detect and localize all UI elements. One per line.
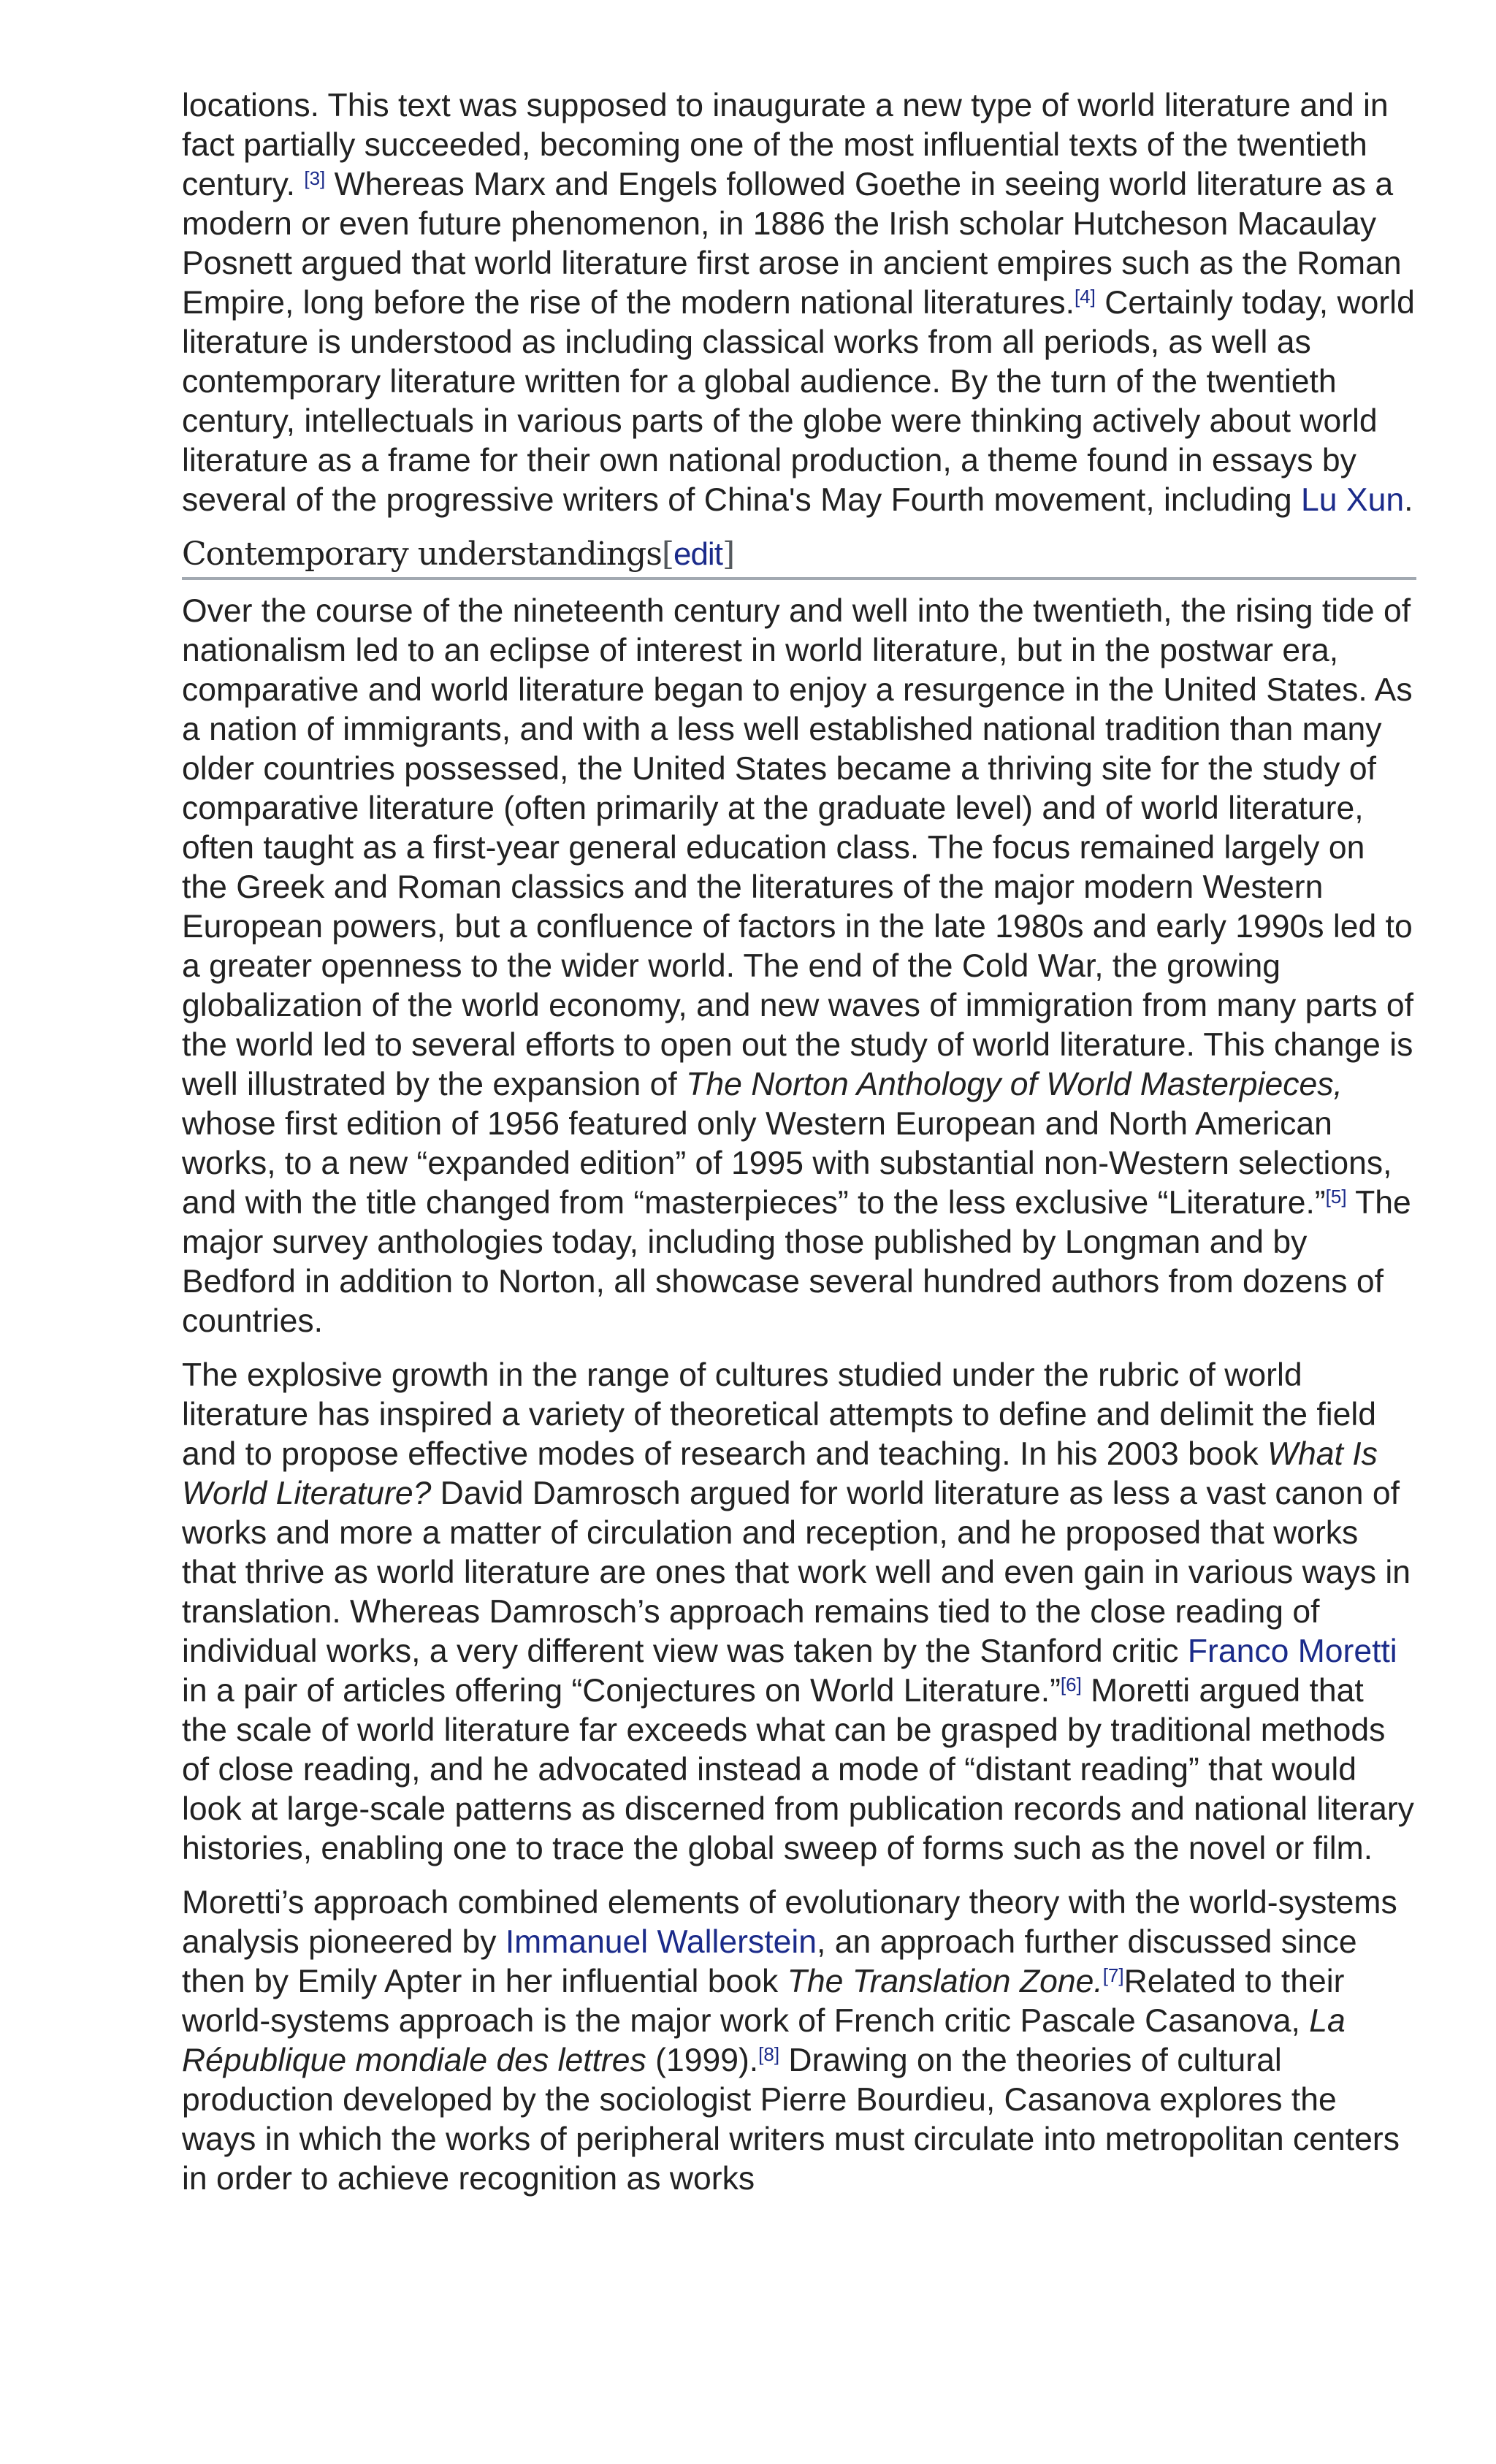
citation-7-link[interactable]: [7] (1102, 1964, 1124, 1987)
text: Over the course of the nineteenth century and well into the twentieth, the rising tide of nationalism led to an eclipse of interest in world literature, but in the postwar era, comparative and world literature began to enjoy a resurgence in the United States. As a nation of immigrants, and with a less well established national tradition than many older countries possessed, the United States became a thriving site for the study of comparative literature (often primarily at the graduate level) and of world literature, often taught as a first-year general education class. The focus remained largely on the Greek and Roman classics and the literatures of the major modern Western European powers, but a confluence of factors in the late 1980s and early 1990s led to a greater openness to the wider world. The end of the Cold War, the growing globalization of the world economy, and new waves of immigration from many parts of the world led to several efforts to open out the study of world literature. This change is well illustrated by the expansion of (182, 593, 1414, 1102)
citation-5-link[interactable]: [5] (1325, 1186, 1347, 1208)
edit-bracket-close: ] (722, 535, 735, 573)
franco-moretti-link[interactable]: Franco Moretti (1187, 1633, 1397, 1669)
section-heading-contemporary (182, 535, 1416, 580)
italic-title: The Translation Zone. (787, 1964, 1103, 1999)
text: (1999). (646, 2042, 759, 2078)
italic-title: La République mondiale des lettres (182, 2003, 1346, 2078)
text: , an approach further discussed since then by Emily Apter in her influential book (182, 1924, 1357, 1999)
paragraph-growth (182, 1356, 1416, 1869)
citation-6-link[interactable]: [6] (1060, 1674, 1082, 1696)
text: The explosive growth in the range of cultures studied under the rubric of world literature has inspired a variety of theoretical attempts to define and delimit the field and to propose effective modes of research and teaching. In his 2003 book (182, 1357, 1377, 1472)
citation-3-link[interactable]: [3] (304, 167, 326, 190)
text: The major survey anthologies today, including those published by Longman and by Bedford in addition to Norton, all showcase several hundred authors from dozens of countries. (182, 1185, 1411, 1339)
text: in a pair of articles offering “Conjectures on World Literature.” (182, 1673, 1061, 1709)
paragraph-world-systems (182, 1883, 1416, 2199)
italic-title: What Is World Literature? (182, 1436, 1378, 1511)
text: . (1404, 482, 1413, 518)
text: Related to their world-systems approach is the major work of French critic Pascale Casanova, (182, 1964, 1345, 2039)
paragraph-postwar (182, 592, 1416, 1341)
text: Moretti’s approach combined elements of evolutionary theory with the world-systems analysis pioneered by (182, 1885, 1397, 1960)
text: Drawing on the theories of cultural production developed by the sociologist Pierre Bourdieu, Casanova explores the ways in which the works of peripheral writers must circulate into metropolitan centers in order to achieve recognition as works (182, 2042, 1400, 2197)
paragraph-origins (182, 86, 1416, 520)
edit-bracket-open: [ (661, 535, 673, 573)
italic-title: The Norton Anthology of World Masterpieces, (686, 1067, 1343, 1102)
text: whose first edition of 1956 featured only Western European and North American works, to a new “expanded edition” of 1995 with substantial non-Western selections, and with the title changed from “masterpieces” to the less exclusive “Literature.” (182, 1106, 1392, 1221)
text: locations. This text was supposed to inaugurate a new type of world literature and in fact partially succeeded, becoming one of the most influential texts of the twentieth century. (182, 88, 1389, 202)
citation-4-link[interactable]: [4] (1074, 286, 1096, 308)
lu-xun-link[interactable]: Lu Xun (1301, 482, 1405, 518)
text: Moretti argued that the scale of world literature far exceeds what can be grasped by traditional methods of close reading, and he advocated instead a mode of “distant reading” that would look at large-scale patterns as discerned from publication records and national literary histories, enabling one to trace the global sweep of forms such as the novel or film. (182, 1673, 1414, 1866)
article-body (182, 86, 1416, 2213)
heading-title: Contemporary understandings (182, 535, 662, 573)
citation-8-link[interactable]: [8] (758, 2043, 780, 2066)
text: Certainly today, world literature is understood as including classical works from all periods, as well as contemporary literature written for a global audience. By the turn of the twentieth century, intellectuals in various parts of the globe were thinking actively about world literature as a frame for their own national production, a theme found in essays by several of the progressive writers of China's May Fourth movement, including (182, 285, 1415, 518)
edit-section-link[interactable]: edit (673, 536, 722, 572)
text: Whereas Marx and Engels followed Goethe in seeing world literature as a modern or even future phenomenon, in 1886 the Irish scholar Hutcheson Macaulay Posnett argued that world literature first arose in ancient empires such as the Roman Empire, long before the rise of the modern national literatures. (182, 167, 1402, 321)
text: David Damrosch argued for world literature as less a vast canon of works and more a matter of circulation and reception, and he proposed that works that thrive as world literature are ones that work well and even gain in various ways in translation. Whereas Damrosch’s approach remains tied to the close reading of individual works, a very different view was taken by the Stanford critic (182, 1476, 1411, 1669)
immanuel-wallerstein-link[interactable]: Immanuel Wallerstein (505, 1924, 817, 1960)
